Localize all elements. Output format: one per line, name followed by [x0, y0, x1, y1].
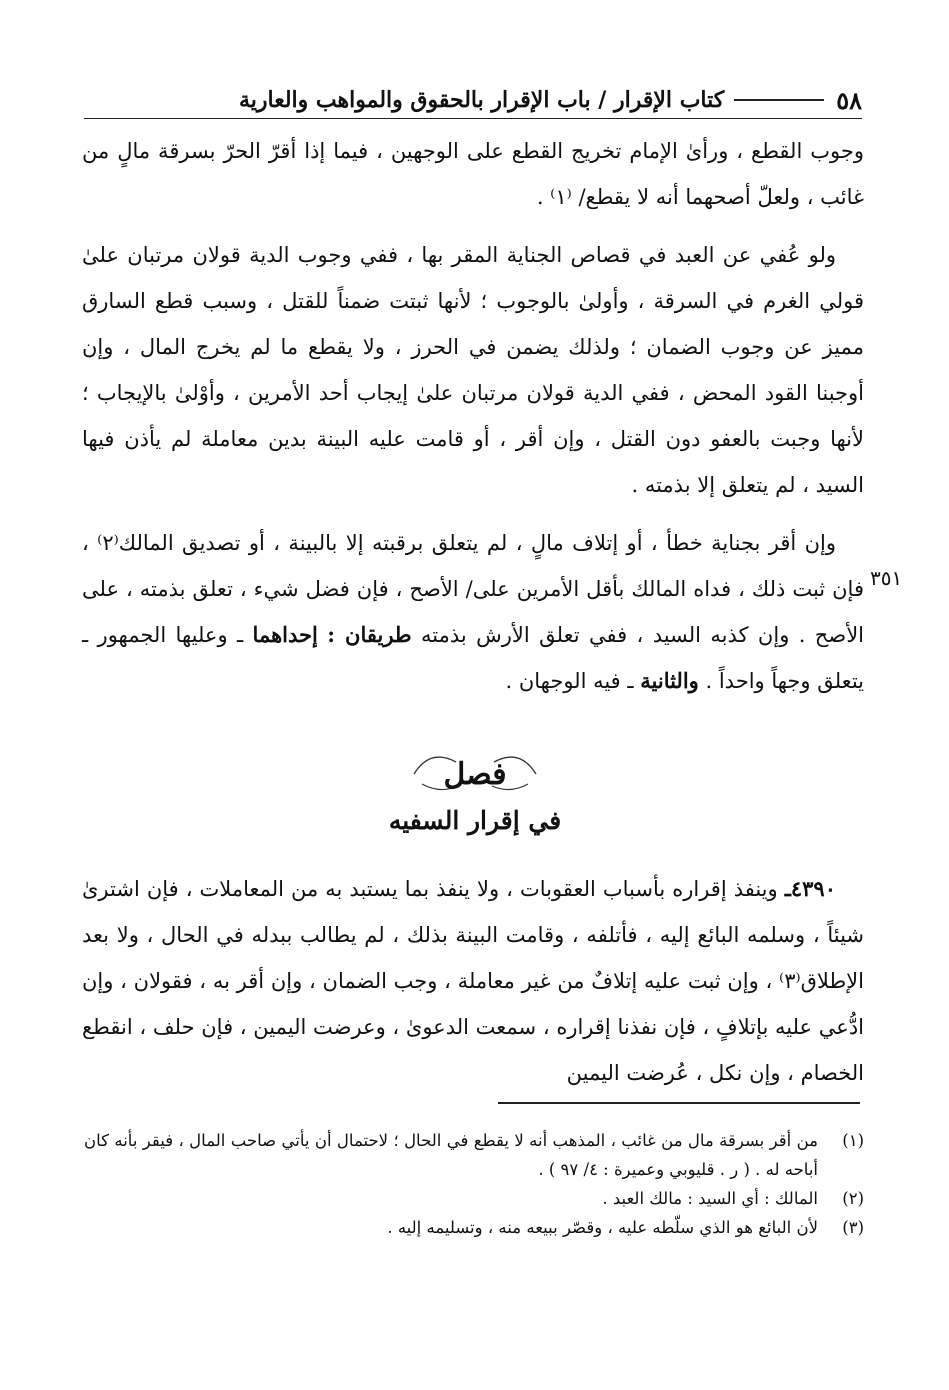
paragraph-3	[82, 520, 864, 704]
paragraph-4-text	[82, 866, 864, 1096]
text-first: ـ وعليها الجمهور ـ يتعلق وجهاً واحداً .	[82, 623, 864, 693]
paragraph-1	[82, 128, 864, 220]
footnote-3	[84, 1213, 864, 1242]
footnote-1-number: (١)	[842, 1131, 864, 1150]
label-second: والثانية	[640, 668, 699, 693]
margin-page-reference: ٣٥١	[870, 566, 903, 590]
footnote-separator	[498, 1102, 860, 1104]
header-rule	[734, 99, 824, 101]
section-title: في إقرار السفيه	[388, 806, 562, 835]
label-first: إحداهما	[252, 622, 318, 647]
paragraph-4-body: وينفذ إقراره بأسباب العقوبات ، ولا ينفذ بما يستبد به من المعاملات ، فإن اشترىٰ شيئاً ، وسلمه البائع إليه ، فأتلفه ، وقامت البينة بذلك ، لم يطالب ببدله في الحال ، ولا بعد الإطلاق⁽٣⁾ ، وإن ثبت عليه إتلافٌ من غير معاملة ، وجب الضمان ، وإن أقر به ، فقولان ، وإن ادُّعي عليه بإتلافٍ ، فإن نفذنا إقراره ، سمعت الدعوىٰ ، وعرضت اليمين ، فإن حلف ، انقطع الخصام ، وإن نكل ، عُرضت اليمين	[82, 877, 864, 1085]
label-tariqan: طريقان :	[327, 622, 412, 647]
paragraph-3-part1: وإن أقر بجناية خطأ ، أو إتلاف مالٍ ، لم يتعلق برقبته إلا بالبينة ، أو تصديق المالك⁽٢⁾ ، فإن ثبت ذلك ، فداه المالك بأقل الأمرين على/ الأصح ، فإن فضل شيء ، تعلق بذمته ، على الأصح . وإن كذبه السيد ، ففي تعلق الأرش بذمته	[82, 531, 864, 647]
footnote-2-number: (٢)	[842, 1189, 864, 1208]
running-header	[84, 82, 862, 119]
page-number: ٥٨	[836, 85, 862, 115]
text-second: ـ فيه الوجهان .	[505, 669, 634, 693]
footnote-3-number: (٣)	[842, 1218, 864, 1237]
paragraph-2	[82, 232, 864, 508]
fasl-word: فصل	[443, 757, 507, 792]
footnote-2	[84, 1184, 864, 1213]
footnote-1	[84, 1126, 864, 1184]
footnote-2-text: المالك : أي السيد : مالك العبد .	[602, 1189, 818, 1208]
paragraph-4	[82, 866, 864, 1096]
paragraph-3-text	[82, 520, 864, 704]
fasl-ornament	[400, 744, 550, 800]
footnotes	[84, 1126, 864, 1242]
footnote-1-text: من أقر بسرقة مال من غائب ، المذهب أنه لا يقطع في الحال ؛ لاحتمال أن يأتي صاحب المال ، فيقر بأنه كان أباحه له . ( ر . قليوبي وعميرة : ٤/ ٩٧ ) .	[84, 1131, 818, 1179]
paragraph-2-text: ولو عُفي عن العبد في قصاص الجناية المقر بها ، ففي وجوب الدية قولان مرتبان علىٰ قولي الغرم في السرقة ، وأولىٰ بالوجوب ؛ لأنها ثبتت ضمناً للقتل ، وسبب قطع السارق مميز عن وجوب الضمان ؛ ولذلك يضمن في الحرز ، ولا يقطع ما لم يخرج المال ، وإن أوجبنا القود المحض ، ففي الدية قولان مرتبان علىٰ إيجاب أحد الأمرين ، وأوْلىٰ بالإيجاب ؛ لأنها وجبت بالعفو دون القتل ، وإن أقر ، أو قامت عليه البينة بدين معاملة لم يأذن فيها السيد ، لم يتعلق إلا بذمته .	[82, 243, 865, 497]
issue-number: ٤٣٩٠ـ	[784, 876, 836, 901]
footnote-3-text: لأن البائع هو الذي سلّطه عليه ، وقصّر ببيعه منه ، وتسليمه إليه .	[387, 1218, 818, 1237]
header-title: كتاب الإقرار / باب الإقرار بالحقوق والمواهب والعارية	[238, 87, 725, 113]
paragraph-1-text: وجوب القطع ، ورأىٰ الإمام تخريج القطع على الوجهين ، فيما إذا أقرّ الحرّ بسرقة مالٍ من غائب ، ولعلّ أصحهما أنه لا يقطع/ ⁽١⁾ .	[82, 139, 864, 209]
